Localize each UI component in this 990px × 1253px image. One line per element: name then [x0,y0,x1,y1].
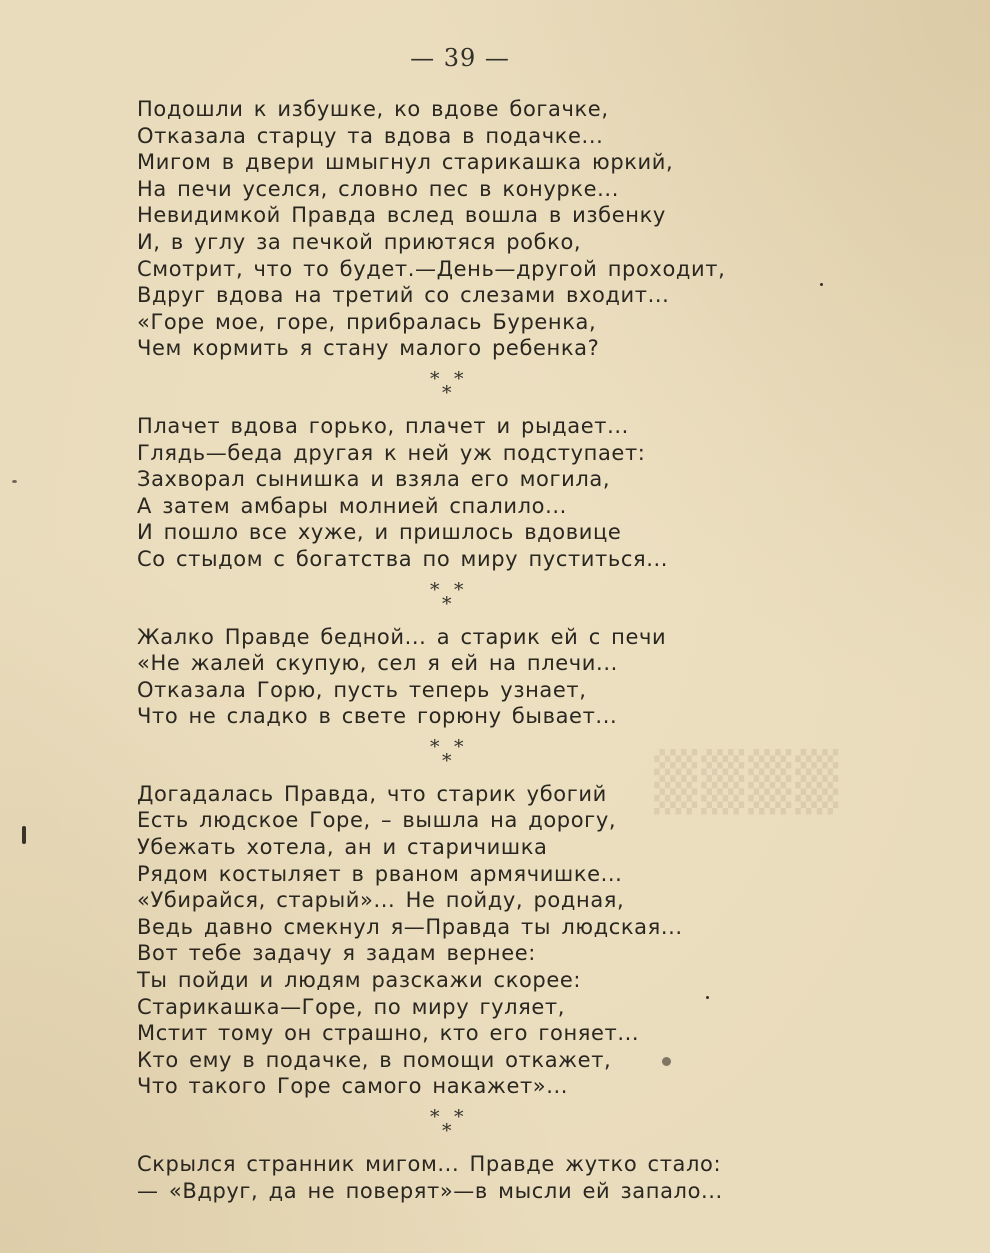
asterisk: * [442,1120,452,1142]
ink-dot [820,283,823,286]
verse-line: Отказала Горю, пусть теперь узнает, [137,677,587,702]
verse-line: Со стыдом с богатства по миру пуститься... [137,546,669,571]
ink-mark [22,826,26,844]
stanza-separator [137,730,777,781]
stanza-3 [137,624,777,730]
verse-line: И, в углу за печкой приютяся робко, [137,229,582,254]
verse-line: Захворал сынишка и взяла его могила, [137,467,611,492]
verse-line: «Горе мое, горе, прибралась Буренка, [137,309,597,334]
asterism [426,578,470,621]
verse-line: На печи уселся, словно пес в конурке... [137,176,619,201]
verse-line: Скрылся странник мигом... Правде жутко стало: [137,1152,722,1176]
verse-line: Подошли к избушке, ко вдове богачке, [137,97,609,121]
verse-line: Невидимкой Правда вслед вошла в избенку [137,203,666,228]
verse-line: Ведь давно смекнул я—Правда ты людская... [137,914,683,939]
verse-line: Убежать хотела, ан и старичишка [137,835,548,860]
verse-line: «Убирайся, старый»... Не пойду, родная, [137,888,625,913]
asterisk: * [454,367,464,390]
asterisk: * [430,367,440,390]
asterisk: * [454,735,464,758]
show-through-heading: ▒▒▒▒ [650,750,839,815]
verse-line: Кто ему в подачке, в помощи откажет, [137,1047,612,1072]
verse-line: Смотрит, что то будет.—День—другой проходит, [137,256,726,281]
asterisk: * [430,578,440,601]
asterisk: * [454,1106,464,1128]
verse-line: И пошло все хуже, и пришлось вдовице [137,520,622,545]
asterisk: * [442,749,452,772]
verse-line: Есть людское Горе, – вышла на дорогу, [137,808,617,833]
verse-line: — «Вдруг, да не поверят»—в мысли ей запало... [137,1178,723,1203]
verse-line: А затем амбары молнией спалило... [137,493,567,518]
ink-dot [12,480,17,483]
asterisk: * [442,381,452,404]
asterisk: * [454,578,464,601]
verse-line: Что такого Горе самого накажет»... [137,1074,569,1099]
verse-line: Чем кормить я стану малого ребенка? [137,336,600,361]
verse-line: Что не сладко в свете горюну бывает... [137,704,618,729]
asterisk: * [430,1106,440,1128]
asterism [426,735,470,778]
stanza-separator [137,573,777,624]
asterisk: * [442,592,452,615]
stanza-1 [137,96,777,362]
verse-line: Вот тебе задачу я задам вернее: [137,941,536,966]
verse-line: «Не жалей скупую, сел я ей на плечи... [137,651,618,676]
stanza-separator [137,362,777,413]
asterisk: * [430,735,440,758]
verse-line: Догадалась Правда, что старик убогий [137,781,607,806]
verse-line: Жалко Правде бедной... а старик ей с печи [137,624,667,649]
stanza-5 [137,1151,777,1204]
stanza-4 [137,781,777,1100]
asterism [426,1108,470,1148]
stanza-separator [137,1100,777,1151]
verse-line: Ты пойди и людям разскажи скорее: [137,968,582,993]
verse-line: Глядь—беда другая к ней уж подступает: [137,440,646,465]
verse-line: Плачет вдова горько, плачет и рыдает... [137,413,629,438]
verse-line: Вдруг вдова на третий со слезами входит... [137,283,670,308]
poem [137,96,777,1204]
verse-line: Мстит тому он страшно, кто его гоняет... [137,1021,640,1046]
verse-line: Старикашка—Горе, по миру гуляет, [137,994,566,1019]
stanza-2 [137,413,777,573]
verse-line: Мигом в двери шмыгнул старикашка юркий, [137,150,674,175]
page-number: — 39 — [410,44,510,72]
verse-line: Отказала старцу та вдова в подачке... [137,123,604,148]
verse-line: Рядом костыляет в рваном армячишке... [137,861,623,886]
asterism [426,367,470,410]
